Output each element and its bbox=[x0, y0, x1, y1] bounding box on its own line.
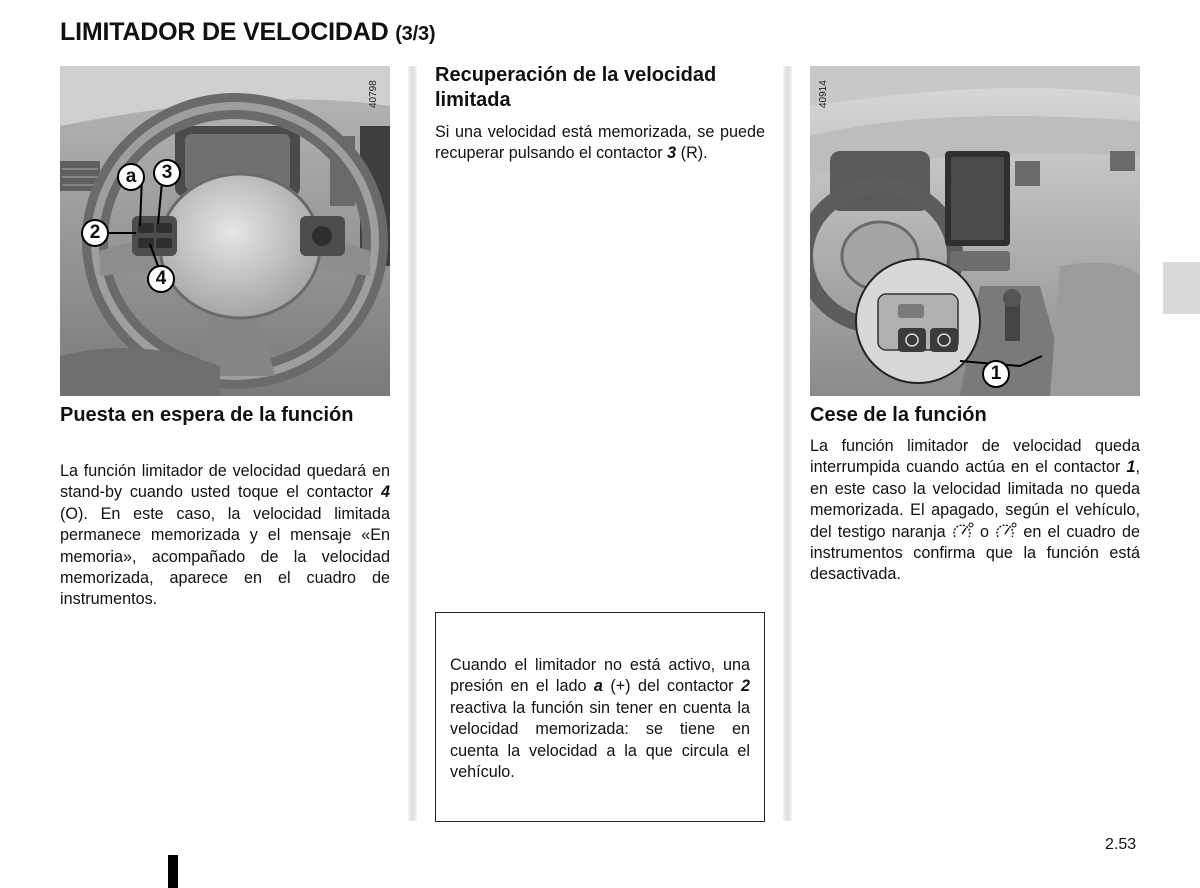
reference-letter-a: a bbox=[593, 677, 603, 696]
page-title-text: LIMITADOR DE VELOCIDAD bbox=[60, 18, 389, 46]
reference-number-3: 3 bbox=[667, 144, 677, 163]
figure-number: 40798 bbox=[368, 80, 379, 108]
paragraph-standby-text-1: La función limitador de velocidad quedará en stand-by cuando usted toque el contactor bbox=[60, 462, 390, 502]
speed-limiter-warning-icon bbox=[995, 522, 1017, 540]
speed-limiter-warning-icon bbox=[952, 522, 974, 540]
steering-wheel-figure bbox=[60, 66, 390, 396]
note-text-3: reactiva la función sin tener en cuenta la velocidad memorizada: se tiene en cuenta la velocidad a la que circula el vehículo. bbox=[450, 698, 750, 782]
paragraph-stop-text-2: , en este caso la velocidad limitada no queda memorizada. El apagado, según el vehículo, del testigo naranja bbox=[810, 458, 1140, 541]
page-title bbox=[60, 18, 435, 47]
heading-standby: Puesta en espera de la función bbox=[60, 404, 354, 426]
paragraph-stop bbox=[810, 436, 1140, 586]
reference-number-2: 2 bbox=[740, 677, 750, 696]
paragraph-stop-text-3: o bbox=[973, 522, 996, 541]
dashboard-figure bbox=[810, 66, 1140, 396]
heading-recovery: Recuperación de la velocidad limitada bbox=[435, 64, 717, 111]
column-divider-left bbox=[408, 66, 417, 821]
callout-3: 3 bbox=[153, 159, 181, 187]
paragraph-recovery bbox=[435, 122, 765, 165]
paragraph-standby-text-2: (O). En este caso, la velocidad limitada permanece memorizada y el mensaje «En memoria», acompañado de la velocidad memorizada, aparece en el cuadro de instrumentos. bbox=[60, 504, 390, 609]
page-edge-mark bbox=[168, 855, 178, 888]
figure-number: 40914 bbox=[818, 80, 829, 108]
paragraph-standby bbox=[60, 461, 390, 611]
reference-number-4: 4 bbox=[380, 483, 390, 502]
callout-a: a bbox=[117, 163, 145, 191]
note-text-2: (+) del contactor bbox=[602, 677, 741, 696]
page-number: 2.53 bbox=[1105, 836, 1137, 853]
callout-4: 4 bbox=[147, 265, 175, 293]
paragraph-stop-text-1: La función limitador de velocidad queda interrumpida cuando actúa en el contactor bbox=[810, 437, 1140, 477]
callout-1: 1 bbox=[982, 360, 1010, 388]
page-title-suffix: (3/3) bbox=[395, 23, 436, 45]
note-text-1: Cuando el limitador no está activo, una presión en el lado bbox=[450, 656, 750, 696]
note-text bbox=[450, 655, 750, 783]
column-divider-right bbox=[783, 66, 792, 821]
paragraph-recovery-text-1: Si una velocidad está memorizada, se puede recuperar pulsando el contactor bbox=[435, 123, 765, 163]
reference-number-1: 1 bbox=[1126, 458, 1136, 477]
paragraph-stop-text-4: en el cuadro de instrumentos confirma que la función está desactivada. bbox=[810, 522, 1140, 584]
paragraph-recovery-text-2: (R). bbox=[676, 144, 708, 163]
steering-wheel-illustration bbox=[60, 66, 390, 396]
callout-2: 2 bbox=[81, 219, 109, 247]
chapter-tab bbox=[1163, 262, 1200, 314]
heading-stop: Cese de la función bbox=[810, 404, 987, 426]
dashboard-illustration bbox=[810, 66, 1140, 396]
note-box bbox=[435, 612, 765, 822]
